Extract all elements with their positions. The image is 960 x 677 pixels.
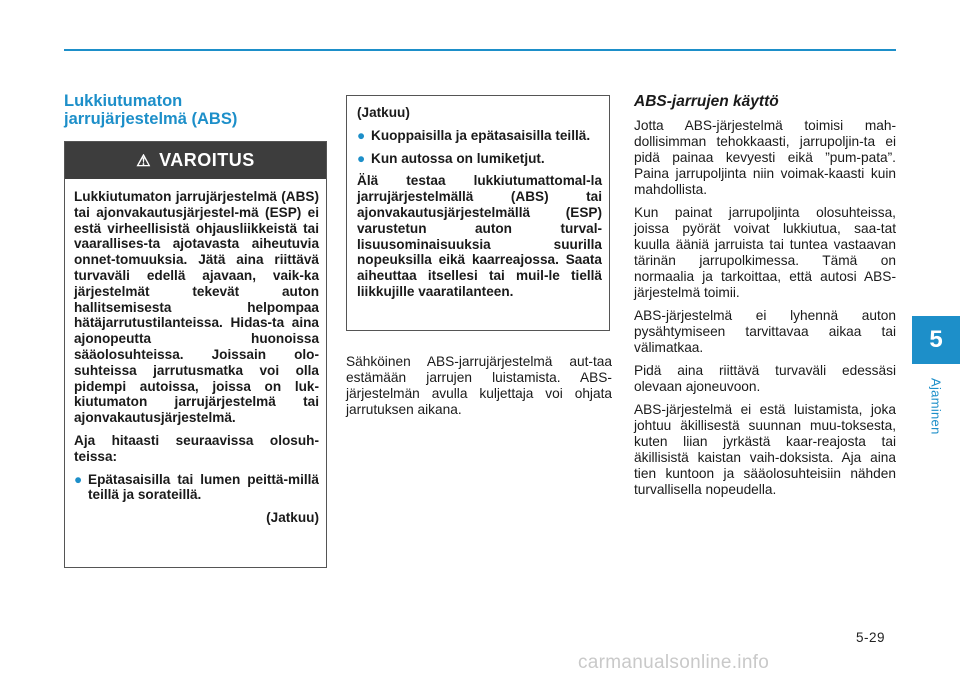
warning-body: [65, 179, 326, 526]
warning-box: [64, 141, 327, 568]
warning-paragraph: Aja hitaasti seuraavissa olosuh-teissa:: [74, 432, 319, 464]
continued-label: (Jatkuu): [357, 105, 410, 120]
warning-bullet-text: Epätasaisilla tai lumen peittä-millä teillä ja sorateillä.: [88, 471, 319, 503]
warning-paragraph: Lukkiutumaton jarrujärjestelmä (ABS) tai ajonvakautusjärjestel-mä (ESP) ei estä virheellisistä ohjausliikkeistä tai vaarallises-ta ajotavasta aiheutuvia onnet-tomuuksia. Jätä aina riittävä turvaväli edellä ajavaan, vaik-ka järjestelmät tekevät auton hallitsemisesta helpompaa hätäjarrutustilanteissa. Hidas-ta aina ajonopeutta huonoissa sääolosuhteissa. Joissain olo-suhteissa jarrutusmatka voi olla pidempi autoissa, joissa on luk-kiutumaton jarrujärjestelmä tai ajonvakautusjärjestelmä.: [74, 189, 319, 426]
warning-continued-box: [346, 95, 610, 331]
abs-use-heading: ABS-jarrujen käyttö: [634, 93, 779, 110]
continued-label: (Jatkuu): [266, 510, 319, 526]
chapter-label: Ajaminen: [928, 378, 944, 435]
warning-bullet: [357, 151, 602, 167]
section-title-line2: jarrujärjestelmä (ABS): [64, 110, 238, 128]
abs-use-section: [634, 94, 896, 505]
warning-bullet-text: Kun autossa on lumiketjut.: [371, 150, 545, 166]
warning-continued-body: [347, 96, 609, 300]
warning-bullet-text: Kuoppaisilla ja epätasaisilla teillä.: [371, 127, 591, 143]
body-paragraph: Kun painat jarrupoljinta olosuhteissa, joissa pyörät voivat lukkiutua, saa-tat kuulla ääniä jarruista tai tuntea vastaavan tärinän jarrupolkimessa. Tämä on normaalia ja tarkoittaa, että autosi ABS-järjestelmä toimii.: [634, 205, 896, 300]
watermark[interactable]: carmanualsonline.info: [578, 652, 770, 673]
section-title-line1: Lukkiutumaton: [64, 92, 183, 110]
warning-header: [65, 142, 326, 179]
abs-intro-paragraph: Sähköinen ABS-jarrujärjestelmä aut-taa estämään jarrujen luistamista. ABS-järjestelmän avulla kuljettaja voi ohjata jarrutuksen aikana.: [346, 354, 612, 417]
warning-triangle-icon: ⚠: [136, 152, 152, 170]
chapter-tab: 5: [912, 316, 960, 364]
top-rule: [64, 49, 896, 51]
warning-bullet: [357, 128, 602, 144]
warning-bullet: [74, 472, 319, 504]
section-title-block: [64, 92, 326, 128]
body-paragraph: Jotta ABS-järjestelmä toimisi mah-dollisimman tehokkaasti, jarrupoljin-ta ei pidä painaa kevyesti eikä ”pum-pata”. Paina jarrupoljinta niin voimak-kaasti kuin mahdollista.: [634, 118, 896, 197]
warning-header-label: VAROITUS: [159, 150, 255, 170]
warning-paragraph: Älä testaa lukkiutumattomal-la jarrujärjestelmällä (ABS) tai ajonvakautusjärjestelmällä (ESP) varustetun auton turval-lisuusominaisuuksia suurilla nopeuksilla eikä kaarreajossa. Saata aiheuttaa itsellesi tai muil-le tiellä liikkujille vaaratilanteen.: [357, 173, 602, 299]
body-paragraph: ABS-järjestelmä ei estä luistamista, joka johtuu äkillisestä suunnan muu-toksesta, kuten liian jyrkästä kaar-reajosta tai äkillisistä kaistan vaih-doksista. Aja aina tien kuntoon ja sääolosuhteisiin nähden turvallisella nopeudella.: [634, 402, 896, 497]
body-paragraph: ABS-järjestelmä ei lyhennä auton pysähtymiseen tarvittavaa aikaa tai välimatkaa.: [634, 308, 896, 355]
bullet-dot-icon: ●: [357, 150, 366, 166]
page-number: 5-29: [856, 630, 886, 645]
bullet-dot-icon: ●: [74, 471, 83, 487]
body-paragraph: Pidä aina riittävä turvaväli edessäsi olevaan ajoneuvoon.: [634, 363, 896, 394]
bullet-dot-icon: ●: [357, 127, 366, 143]
